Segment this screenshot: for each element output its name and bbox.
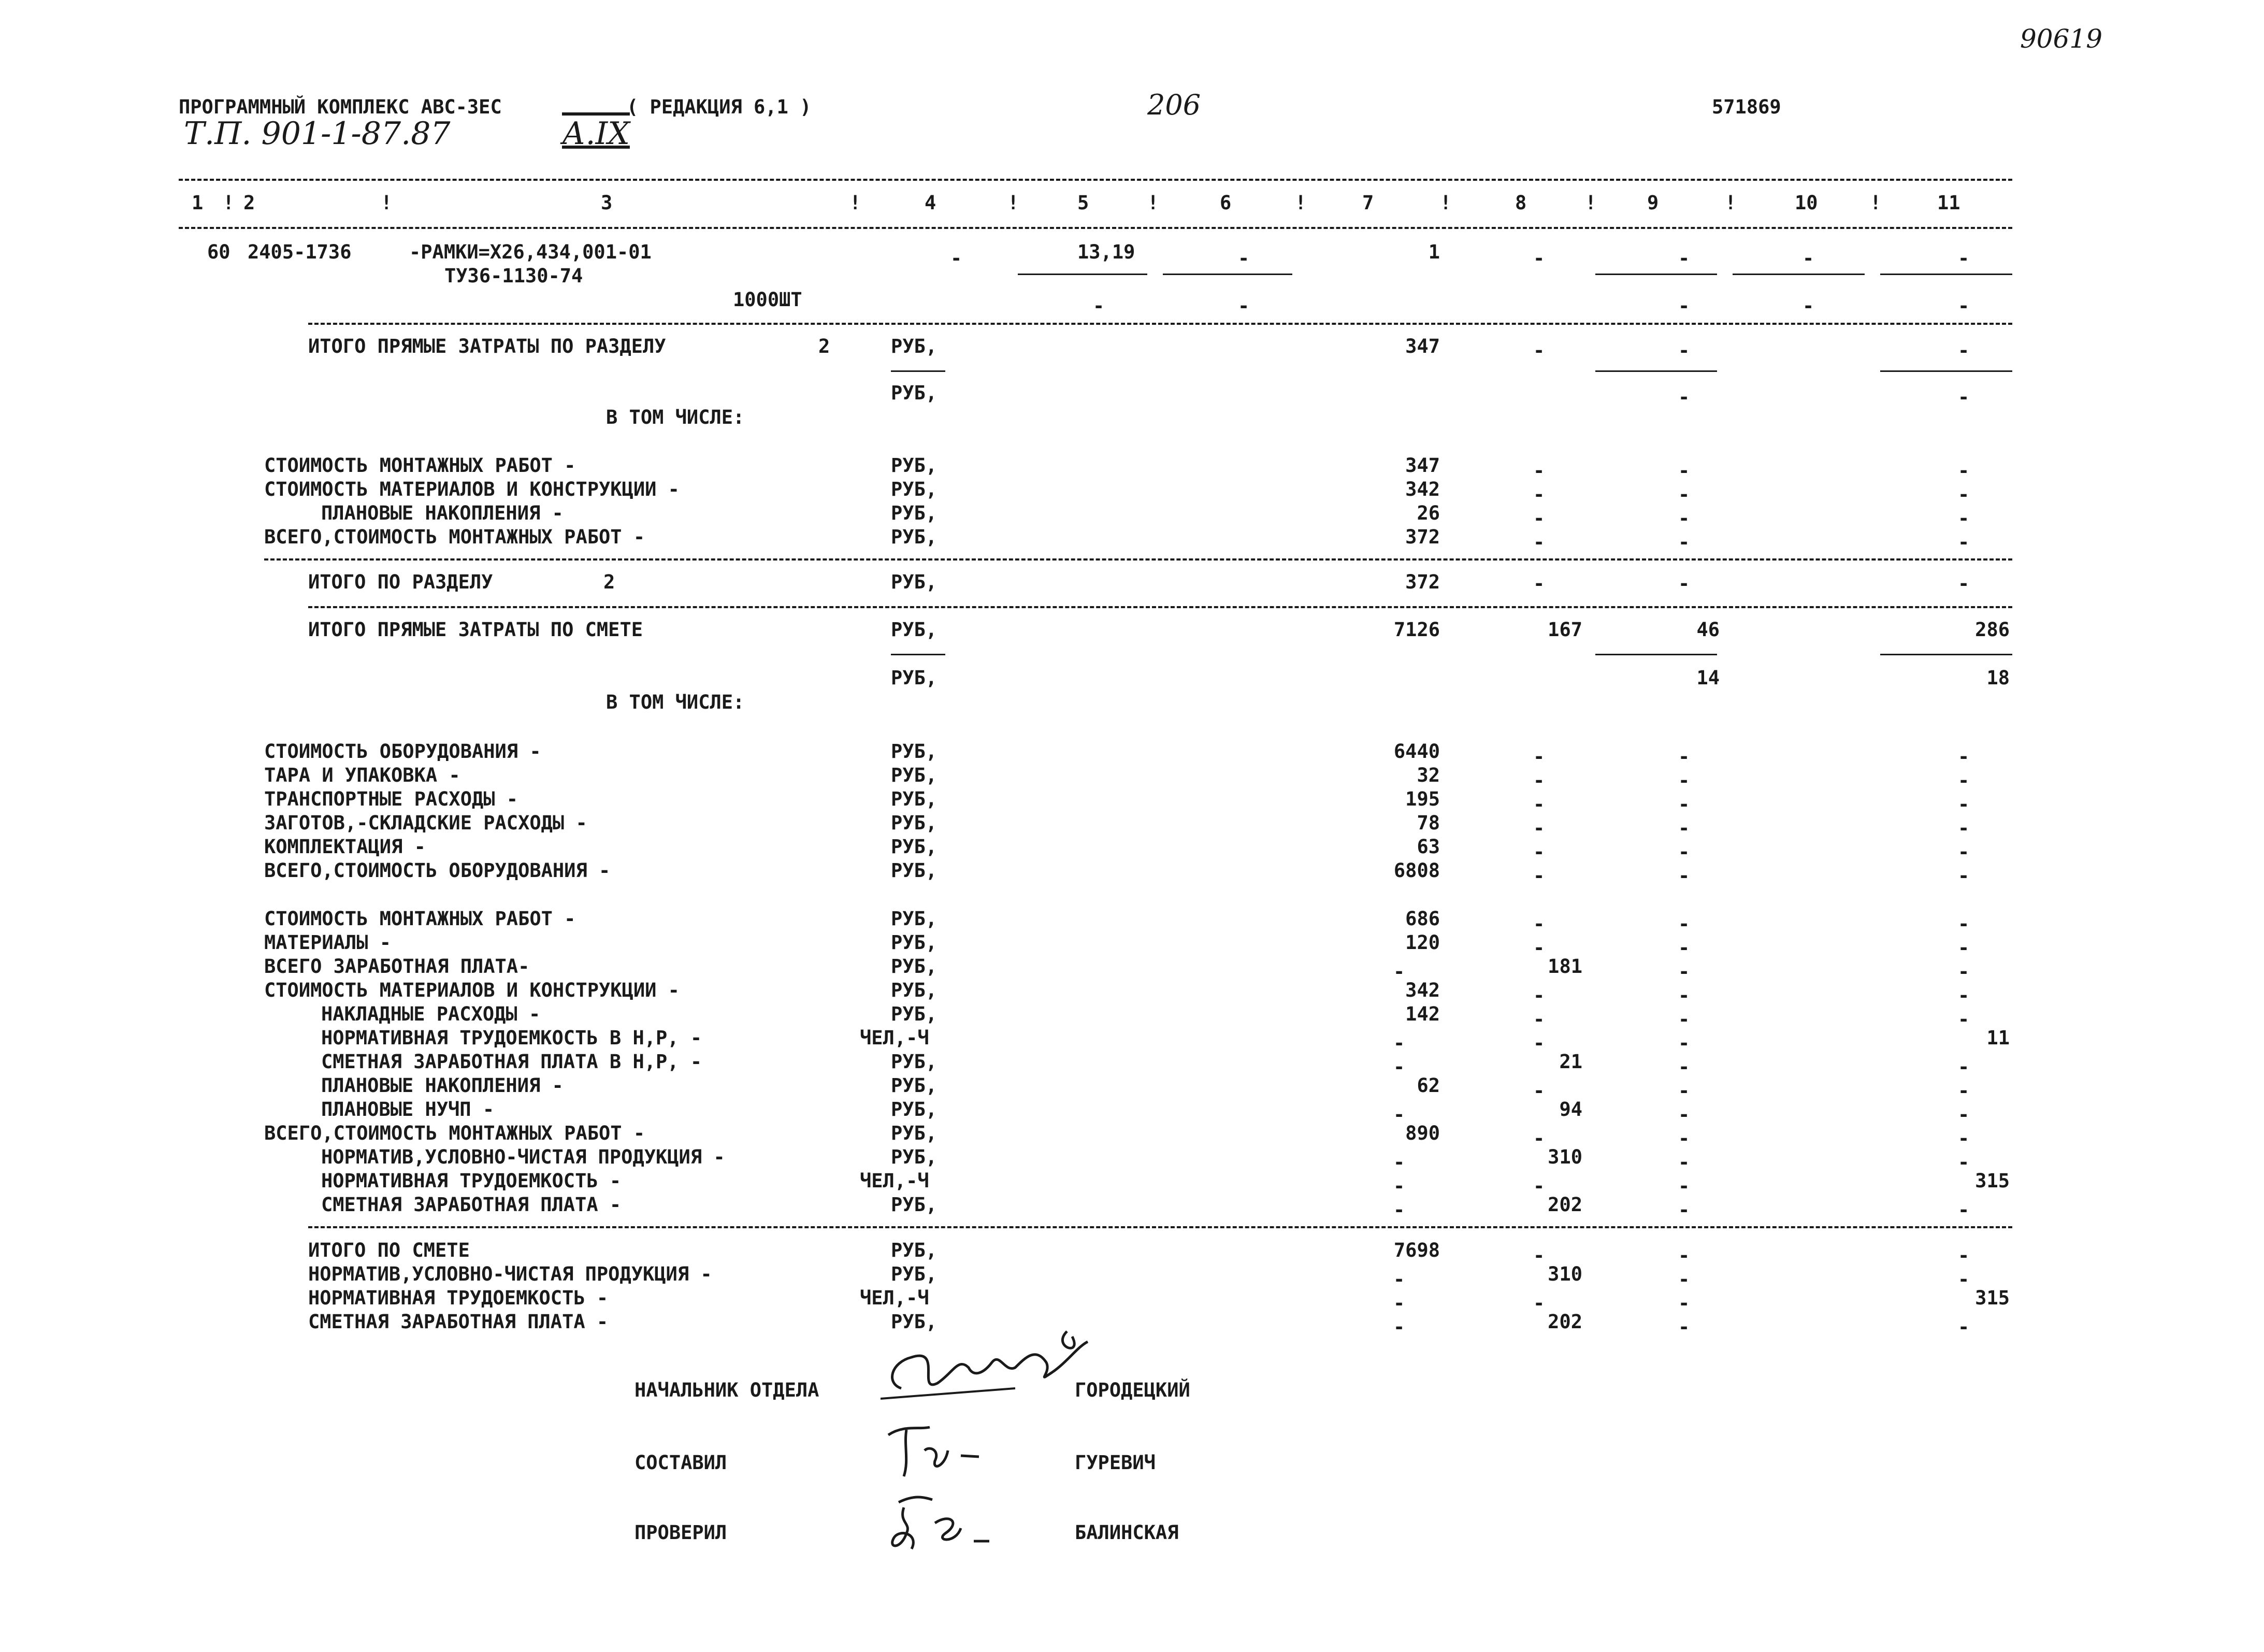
row-col7: 195 xyxy=(1405,788,1440,810)
empty-dash: - xyxy=(1678,531,1690,553)
row-unit: РУБ, xyxy=(891,931,938,954)
column-header: 5 xyxy=(1077,192,1089,214)
section-direct-value: 347 xyxy=(1405,335,1440,357)
empty-dash: - xyxy=(1238,247,1250,269)
column-separator: ! xyxy=(1725,192,1737,214)
empty-dash: - xyxy=(1393,1056,1405,1078)
empty-dash: - xyxy=(1678,1056,1690,1078)
row-label: ПЛАНОВЫЕ НАКОПЛЕНИЯ - xyxy=(321,1074,564,1097)
section-total-label: ИТОГО ПО РАЗДЕЛУ xyxy=(308,571,493,593)
row-col7: 342 xyxy=(1405,979,1440,1001)
column-header: 4 xyxy=(925,192,936,214)
empty-dash: - xyxy=(1678,817,1690,839)
row-unit: РУБ, xyxy=(891,526,938,548)
empty-dash: - xyxy=(1533,817,1545,839)
row-unit: РУБ, xyxy=(891,788,938,810)
empty-dash: - xyxy=(1533,1292,1545,1314)
album-number: А.IX xyxy=(562,116,630,152)
column-separator: ! xyxy=(1585,192,1597,214)
column-header: 3 xyxy=(601,192,613,214)
empty-dash: - xyxy=(1958,1127,1970,1150)
empty-dash: - xyxy=(1678,1199,1690,1221)
empty-dash: - xyxy=(1958,483,1970,506)
empty-dash: - xyxy=(1958,984,1970,1007)
estimate-direct-col9b: 14 xyxy=(1696,667,1720,689)
row-unit: РУБ, xyxy=(891,478,938,500)
empty-dash: - xyxy=(1958,1316,1970,1338)
empty-dash: - xyxy=(1958,1056,1970,1078)
row-col8: 310 xyxy=(1548,1146,1582,1168)
edition: ( РЕДАКЦИЯ 6,1 ) xyxy=(627,96,812,118)
empty-dash: - xyxy=(1958,913,1970,935)
row-unit: РУБ, xyxy=(891,859,938,882)
empty-dash: - xyxy=(1533,937,1545,959)
empty-dash: - xyxy=(1533,865,1545,887)
estimate-including: В ТОМ ЧИСЛЕ: xyxy=(606,691,745,713)
section-rule-11 xyxy=(1880,370,2012,372)
signature-role: НАЧАЛЬНИК ОТДЕЛА xyxy=(635,1379,819,1401)
empty-dash: - xyxy=(1958,745,1970,768)
empty-dash: - xyxy=(1393,1032,1405,1054)
row-label: ПЛАНОВЫЕ НУЧП - xyxy=(321,1098,495,1121)
row-unit: ЧЕЛ,-Ч xyxy=(860,1027,929,1049)
empty-dash: - xyxy=(1533,769,1545,792)
empty-dash: - xyxy=(1958,1008,1970,1030)
empty-dash: - xyxy=(1533,1175,1545,1197)
column-separator: ! xyxy=(849,192,861,214)
row-col7: 6808 xyxy=(1393,859,1440,882)
empty-dash: - xyxy=(1678,865,1690,887)
item-subrule-5 xyxy=(1018,274,1147,275)
section-total-value: 372 xyxy=(1405,571,1440,593)
empty-dash: - xyxy=(1678,483,1690,506)
empty-dash: - xyxy=(1958,247,1970,269)
estimate-direct-unit-2: РУБ, xyxy=(891,667,938,689)
row-col11: 315 xyxy=(1975,1170,2010,1192)
row-unit: РУБ, xyxy=(891,955,938,978)
estimate-rule-11 xyxy=(1880,654,2012,655)
row-unit: РУБ, xyxy=(891,1263,938,1285)
empty-dash: - xyxy=(1958,817,1970,839)
empty-dash: - xyxy=(1678,386,1690,408)
row-label: ПЛАНОВЫЕ НАКОПЛЕНИЯ - xyxy=(321,502,564,524)
empty-dash: - xyxy=(1958,295,1970,317)
section-rule-1 xyxy=(308,323,2012,325)
empty-dash: - xyxy=(1533,1244,1545,1267)
item-spec: ТУ36-1130-74 xyxy=(444,265,583,287)
empty-dash: - xyxy=(1958,793,1970,815)
item-subrule-9 xyxy=(1595,274,1717,275)
final-rule xyxy=(308,1226,2012,1228)
item-code: 2405-1736 xyxy=(248,241,352,263)
column-separator: ! xyxy=(1147,192,1159,214)
row-col8: 310 xyxy=(1548,1263,1582,1285)
empty-dash: - xyxy=(1533,247,1545,269)
row-label: ВСЕГО ЗАРАБОТНАЯ ПЛАТА- xyxy=(264,955,530,978)
row-col7: 686 xyxy=(1405,908,1440,930)
empty-dash: - xyxy=(1802,295,1814,317)
section-including: В ТОМ ЧИСЛЕ: xyxy=(606,406,745,428)
empty-dash: - xyxy=(1678,339,1690,362)
row-col7: 62 xyxy=(1417,1074,1440,1097)
section-unit-rule xyxy=(891,370,945,372)
item-col5: 13,19 xyxy=(1077,241,1135,263)
row-unit: ЧЕЛ,-Ч xyxy=(860,1287,929,1309)
row-col7: 32 xyxy=(1417,764,1440,786)
signature-name: ГОРОДЕЦКИЙ xyxy=(1075,1379,1190,1401)
row-label: НОРМАТИВНАЯ ТРУДОЕМКОСТЬ - xyxy=(308,1287,609,1309)
empty-dash: - xyxy=(1958,960,1970,983)
column-separator: ! xyxy=(1440,192,1452,214)
section-direct-unit: РУБ, xyxy=(891,335,938,357)
section-direct-label: ИТОГО ПРЯМЫЕ ЗАТРАТЫ ПО РАЗДЕЛУ xyxy=(308,335,666,357)
section-rule-9 xyxy=(1595,370,1717,372)
estimate-unit-rule xyxy=(891,654,945,655)
empty-dash: - xyxy=(1958,531,1970,553)
estimate-rule-9 xyxy=(1595,654,1717,655)
section-direct-unit-2: РУБ, xyxy=(891,382,938,404)
empty-dash: - xyxy=(1533,531,1545,553)
empty-dash: - xyxy=(1678,1316,1690,1338)
item-subrule-6 xyxy=(1163,274,1292,275)
empty-dash: - xyxy=(1393,1151,1405,1173)
row-col7: 890 xyxy=(1405,1122,1440,1144)
empty-dash: - xyxy=(1678,960,1690,983)
row-label: СТОИМОСТЬ МОНТАЖНЫХ РАБОТ - xyxy=(264,454,576,477)
signature-scribble-head xyxy=(881,1326,1098,1404)
estimate-direct-col9: 46 xyxy=(1696,619,1720,641)
row-unit: РУБ, xyxy=(891,1098,938,1121)
empty-dash: - xyxy=(1393,1175,1405,1197)
section-total-unit: РУБ, xyxy=(891,571,938,593)
empty-dash: - xyxy=(1678,1292,1690,1314)
empty-dash: - xyxy=(1958,507,1970,529)
row-col8: 21 xyxy=(1559,1051,1582,1073)
row-label: ИТОГО ПО СМЕТЕ xyxy=(308,1239,470,1261)
item-subrule-10 xyxy=(1733,274,1865,275)
empty-dash: - xyxy=(1958,459,1970,482)
row-label: КОМПЛЕКТАЦИЯ - xyxy=(264,836,426,858)
row-col7: 120 xyxy=(1405,931,1440,954)
row-label: СМЕТНАЯ ЗАРАБОТНАЯ ПЛАТА - xyxy=(308,1311,609,1333)
estimate-direct-col8: 167 xyxy=(1548,619,1582,641)
empty-dash: - xyxy=(1678,295,1690,317)
program-name: ПРОГРАММНЫЙ КОМПЛЕКС АВС-3ЕС xyxy=(179,96,502,118)
empty-dash: - xyxy=(1678,1103,1690,1126)
empty-dash: - xyxy=(1958,1268,1970,1290)
corner-mark: 90619 xyxy=(2020,24,2103,54)
column-header: 1 xyxy=(192,192,204,214)
section-rule-2 xyxy=(264,558,2012,561)
empty-dash: - xyxy=(1678,1175,1690,1197)
page-number: 206 xyxy=(1147,89,1201,121)
empty-dash: - xyxy=(1533,841,1545,863)
row-label: ТАРА И УПАКОВКА - xyxy=(264,764,460,786)
empty-dash: - xyxy=(1958,1199,1970,1221)
row-col8: 202 xyxy=(1548,1311,1582,1333)
row-label: ЗАГОТОВ,-СКЛАДСКИЕ РАСХОДЫ - xyxy=(264,812,587,834)
empty-dash: - xyxy=(1958,769,1970,792)
row-col11: 11 xyxy=(1986,1027,2010,1049)
empty-dash: - xyxy=(1393,1199,1405,1221)
empty-dash: - xyxy=(1533,572,1545,595)
row-col7: 142 xyxy=(1405,1003,1440,1025)
row-label: ВСЕГО,СТОИМОСТЬ ОБОРУДОВАНИЯ - xyxy=(264,859,611,882)
empty-dash: - xyxy=(1678,572,1690,595)
row-col8: 94 xyxy=(1559,1098,1582,1121)
section-total-number: 2 xyxy=(603,571,615,593)
row-unit: РУБ, xyxy=(891,764,938,786)
empty-dash: - xyxy=(1533,1008,1545,1030)
section-rule-3 xyxy=(308,606,2012,608)
row-label: НАКЛАДНЫЕ РАСХОДЫ - xyxy=(321,1003,541,1025)
column-header: 2 xyxy=(243,192,255,214)
estimate-direct-unit: РУБ, xyxy=(891,619,938,641)
empty-dash: - xyxy=(1533,913,1545,935)
row-col7: 347 xyxy=(1405,454,1440,477)
row-unit: РУБ, xyxy=(891,979,938,1001)
empty-dash: - xyxy=(1393,1316,1405,1338)
empty-dash: - xyxy=(1533,483,1545,506)
row-col7: 26 xyxy=(1417,502,1440,524)
row-unit: РУБ, xyxy=(891,1122,938,1144)
empty-dash: - xyxy=(1238,295,1250,317)
column-header: 8 xyxy=(1515,192,1527,214)
row-label: СТОИМОСТЬ МАТЕРИАЛОВ И КОНСТРУКЦИИ - xyxy=(264,478,680,500)
item-col7: 1 xyxy=(1428,241,1440,263)
column-separator: ! xyxy=(1295,192,1307,214)
row-col7: 7698 xyxy=(1393,1239,1440,1261)
estimate-direct-col11b: 18 xyxy=(1986,667,2010,689)
column-header: 10 xyxy=(1795,192,1818,214)
empty-dash: - xyxy=(1958,1151,1970,1173)
signature-role: ПРОВЕРИЛ xyxy=(635,1521,727,1544)
row-col7: 78 xyxy=(1417,812,1440,834)
empty-dash: - xyxy=(1958,937,1970,959)
empty-dash: - xyxy=(1533,507,1545,529)
row-label: МАТЕРИАЛЫ - xyxy=(264,931,392,954)
row-col7: 63 xyxy=(1417,836,1440,858)
document-code: 571869 xyxy=(1712,96,1781,118)
row-unit: РУБ, xyxy=(891,812,938,834)
empty-dash: - xyxy=(1678,1151,1690,1173)
row-unit: РУБ, xyxy=(891,836,938,858)
row-label: НОРМАТИВ,УСЛОВНО-ЧИСТАЯ ПРОДУКЦИЯ - xyxy=(308,1263,712,1285)
empty-dash: - xyxy=(1533,1127,1545,1150)
row-unit: РУБ, xyxy=(891,1239,938,1261)
table-top-rule xyxy=(179,179,2012,181)
empty-dash: - xyxy=(1678,769,1690,792)
estimate-direct-col7: 7126 xyxy=(1393,619,1440,641)
column-header-rule xyxy=(179,227,2012,229)
signature-name: БАЛИНСКАЯ xyxy=(1075,1521,1179,1544)
empty-dash: - xyxy=(1533,339,1545,362)
column-separator: ! xyxy=(381,192,393,214)
row-label: НОРМАТИВНАЯ ТРУДОЕМКОСТЬ - xyxy=(321,1170,622,1192)
empty-dash: - xyxy=(1958,1244,1970,1267)
row-unit: РУБ, xyxy=(891,1051,938,1073)
empty-dash: - xyxy=(1533,1032,1545,1054)
column-header: 9 xyxy=(1647,192,1659,214)
empty-dash: - xyxy=(1958,386,1970,408)
empty-dash: - xyxy=(950,247,962,269)
empty-dash: - xyxy=(1678,1008,1690,1030)
empty-dash: - xyxy=(1678,507,1690,529)
empty-dash: - xyxy=(1533,745,1545,768)
row-unit: РУБ, xyxy=(891,502,938,524)
row-col8: 202 xyxy=(1548,1194,1582,1216)
empty-dash: - xyxy=(1958,572,1970,595)
empty-dash: - xyxy=(1678,937,1690,959)
signature-role: СОСТАВИЛ xyxy=(635,1452,727,1474)
signature-scribble-author xyxy=(883,1419,987,1482)
signature-scribble-checker xyxy=(883,1492,997,1559)
row-col11: 315 xyxy=(1975,1287,2010,1309)
empty-dash: - xyxy=(1678,247,1690,269)
row-label: ВСЕГО,СТОИМОСТЬ МОНТАЖНЫХ РАБОТ - xyxy=(264,1122,645,1144)
row-label: ВСЕГО,СТОИМОСТЬ МОНТАЖНЫХ РАБОТ - xyxy=(264,526,645,548)
column-separator: ! xyxy=(1870,192,1882,214)
row-unit: РУБ, xyxy=(891,1074,938,1097)
empty-dash: - xyxy=(1093,295,1105,317)
row-label: НОРМАТИВНАЯ ТРУДОЕМКОСТЬ В Н,Р, - xyxy=(321,1027,702,1049)
row-unit: РУБ, xyxy=(891,740,938,763)
empty-dash: - xyxy=(1533,459,1545,482)
row-col8: 181 xyxy=(1548,955,1582,978)
empty-dash: - xyxy=(1678,1127,1690,1150)
row-label: СТОИМОСТЬ ОБОРУДОВАНИЯ - xyxy=(264,740,541,763)
item-unit: 1000ШТ xyxy=(733,289,802,311)
empty-dash: - xyxy=(1678,984,1690,1007)
estimate-direct-label: ИТОГО ПРЯМЫЕ ЗАТРАТЫ ПО СМЕТЕ xyxy=(308,619,643,641)
estimate-direct-col11: 286 xyxy=(1975,619,2010,641)
empty-dash: - xyxy=(1393,1103,1405,1126)
empty-dash: - xyxy=(1678,1032,1690,1054)
row-col7: 372 xyxy=(1405,526,1440,548)
empty-dash: - xyxy=(1678,1080,1690,1102)
row-unit: РУБ, xyxy=(891,908,938,930)
empty-dash: - xyxy=(1958,865,1970,887)
row-label: ТРАНСПОРТНЫЕ РАСХОДЫ - xyxy=(264,788,518,810)
empty-dash: - xyxy=(1678,793,1690,815)
column-header: 7 xyxy=(1362,192,1374,214)
row-label: НОРМАТИВ,УСЛОВНО-ЧИСТАЯ ПРОДУКЦИЯ - xyxy=(321,1146,725,1168)
empty-dash: - xyxy=(1678,1244,1690,1267)
row-label: СТОИМОСТЬ МАТЕРИАЛОВ И КОНСТРУКЦИИ - xyxy=(264,979,680,1001)
column-header: 11 xyxy=(1937,192,1960,214)
column-header: 6 xyxy=(1220,192,1232,214)
empty-dash: - xyxy=(1678,459,1690,482)
row-label: СМЕТНАЯ ЗАРАБОТНАЯ ПЛАТА В Н,Р, - xyxy=(321,1051,702,1073)
column-separator: ! xyxy=(223,192,235,214)
empty-dash: - xyxy=(1958,339,1970,362)
item-subrule-11 xyxy=(1880,274,2012,275)
empty-dash: - xyxy=(1802,247,1814,269)
row-unit: ЧЕЛ,-Ч xyxy=(860,1170,929,1192)
row-unit: РУБ, xyxy=(891,1311,938,1333)
empty-dash: - xyxy=(1958,841,1970,863)
empty-dash: - xyxy=(1393,1292,1405,1314)
row-label: СМЕТНАЯ ЗАРАБОТНАЯ ПЛАТА - xyxy=(321,1194,622,1216)
project-number: Т.П. 901-1-87.87 xyxy=(184,116,451,152)
empty-dash: - xyxy=(1393,960,1405,983)
row-unit: РУБ, xyxy=(891,1146,938,1168)
item-number: 60 xyxy=(207,241,230,263)
empty-dash: - xyxy=(1678,841,1690,863)
empty-dash: - xyxy=(1393,1268,1405,1290)
empty-dash: - xyxy=(1958,1080,1970,1102)
row-unit: РУБ, xyxy=(891,1194,938,1216)
row-unit: РУБ, xyxy=(891,454,938,477)
item-name: -РАМКИ=Х26,434,001-01 xyxy=(409,241,652,263)
empty-dash: - xyxy=(1533,1080,1545,1102)
section-number: 2 xyxy=(818,335,830,357)
row-unit: РУБ, xyxy=(891,1003,938,1025)
row-label: СТОИМОСТЬ МОНТАЖНЫХ РАБОТ - xyxy=(264,908,576,930)
row-col7: 342 xyxy=(1405,478,1440,500)
signature-name: ГУРЕВИЧ xyxy=(1075,1452,1156,1474)
empty-dash: - xyxy=(1533,984,1545,1007)
row-col7: 6440 xyxy=(1393,740,1440,763)
empty-dash: - xyxy=(1958,1103,1970,1126)
empty-dash: - xyxy=(1678,745,1690,768)
empty-dash: - xyxy=(1533,793,1545,815)
empty-dash: - xyxy=(1678,1268,1690,1290)
column-separator: ! xyxy=(1007,192,1019,214)
empty-dash: - xyxy=(1678,913,1690,935)
